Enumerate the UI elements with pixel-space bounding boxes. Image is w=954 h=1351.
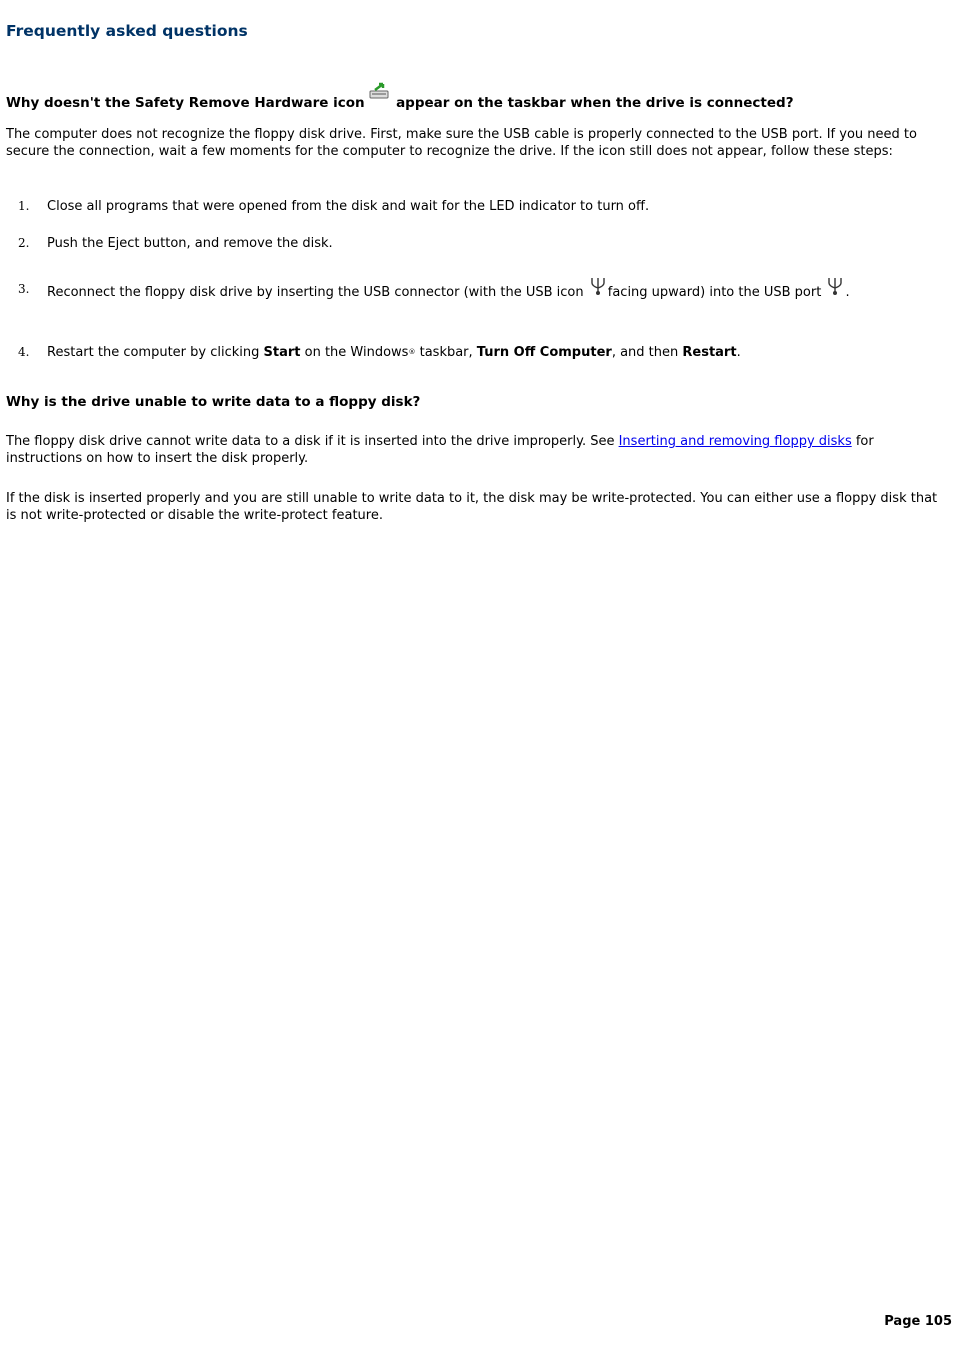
text: , and then <box>611 345 683 360</box>
text: Start <box>263 345 301 360</box>
inserting-removing-floppy-link[interactable]: Inserting and removing floppy disks <box>618 434 852 449</box>
intro-paragraph: The computer does not recognize the floppy disk drive. First, make sure the USB cable is properly connected to the USB port. If you need to secure the connection, wait a few moments for the computer to recognize the drive. If the icon still does not appear, follow these steps: <box>6 127 917 159</box>
text: Reconnect the floppy disk drive by inserting the USB connector (with the USB icon <box>47 285 584 300</box>
heading-text: appear on the taskbar when the drive is connected? <box>396 95 794 111</box>
list-number: 4. <box>18 345 30 359</box>
text: Restart the computer by clicking <box>47 345 264 360</box>
list-number: 2. <box>18 236 30 250</box>
list-text <box>47 276 937 306</box>
text: . <box>845 285 850 300</box>
text: Turn Off Computer <box>476 345 612 360</box>
question-heading <box>6 87 794 111</box>
list-text <box>47 344 937 361</box>
registered-mark: ® <box>408 348 416 356</box>
list-text: Push the Eject button, and remove the disk. <box>47 236 333 251</box>
text: on the Windows <box>300 345 409 360</box>
usb-icon <box>825 276 845 306</box>
text: The floppy disk drive cannot write data to a disk if it is inserted into the drive improperly. See <box>6 434 619 449</box>
question-heading: Why is the drive unable to write data to a floppy disk? <box>6 394 421 410</box>
page-title: Frequently asked questions <box>6 22 248 40</box>
heading-text: Why doesn't the Safety Remove Hardware icon <box>6 95 365 111</box>
text: Restart <box>682 345 737 360</box>
page-number: Page 105 <box>884 1314 952 1329</box>
safely-remove-hardware-icon <box>369 81 391 105</box>
text: for instructions on how to insert the disk properly. <box>6 434 874 466</box>
text: taskbar, <box>415 345 477 360</box>
list-number: 3. <box>18 282 30 296</box>
list-text: Close all programs that were opened from the disk and wait for the LED indicator to turn off. <box>47 199 650 214</box>
usb-icon <box>588 276 608 306</box>
answer-paragraph: If the disk is inserted properly and you are still unable to write data to it, the disk may be write-protected. You can either use a floppy disk that is not write-protected or disable the write-protect feature. <box>6 491 938 523</box>
text: . <box>736 345 741 360</box>
answer-paragraph <box>6 433 946 467</box>
text: facing upward) into the USB port <box>607 285 822 300</box>
list-number: 1. <box>18 199 30 213</box>
